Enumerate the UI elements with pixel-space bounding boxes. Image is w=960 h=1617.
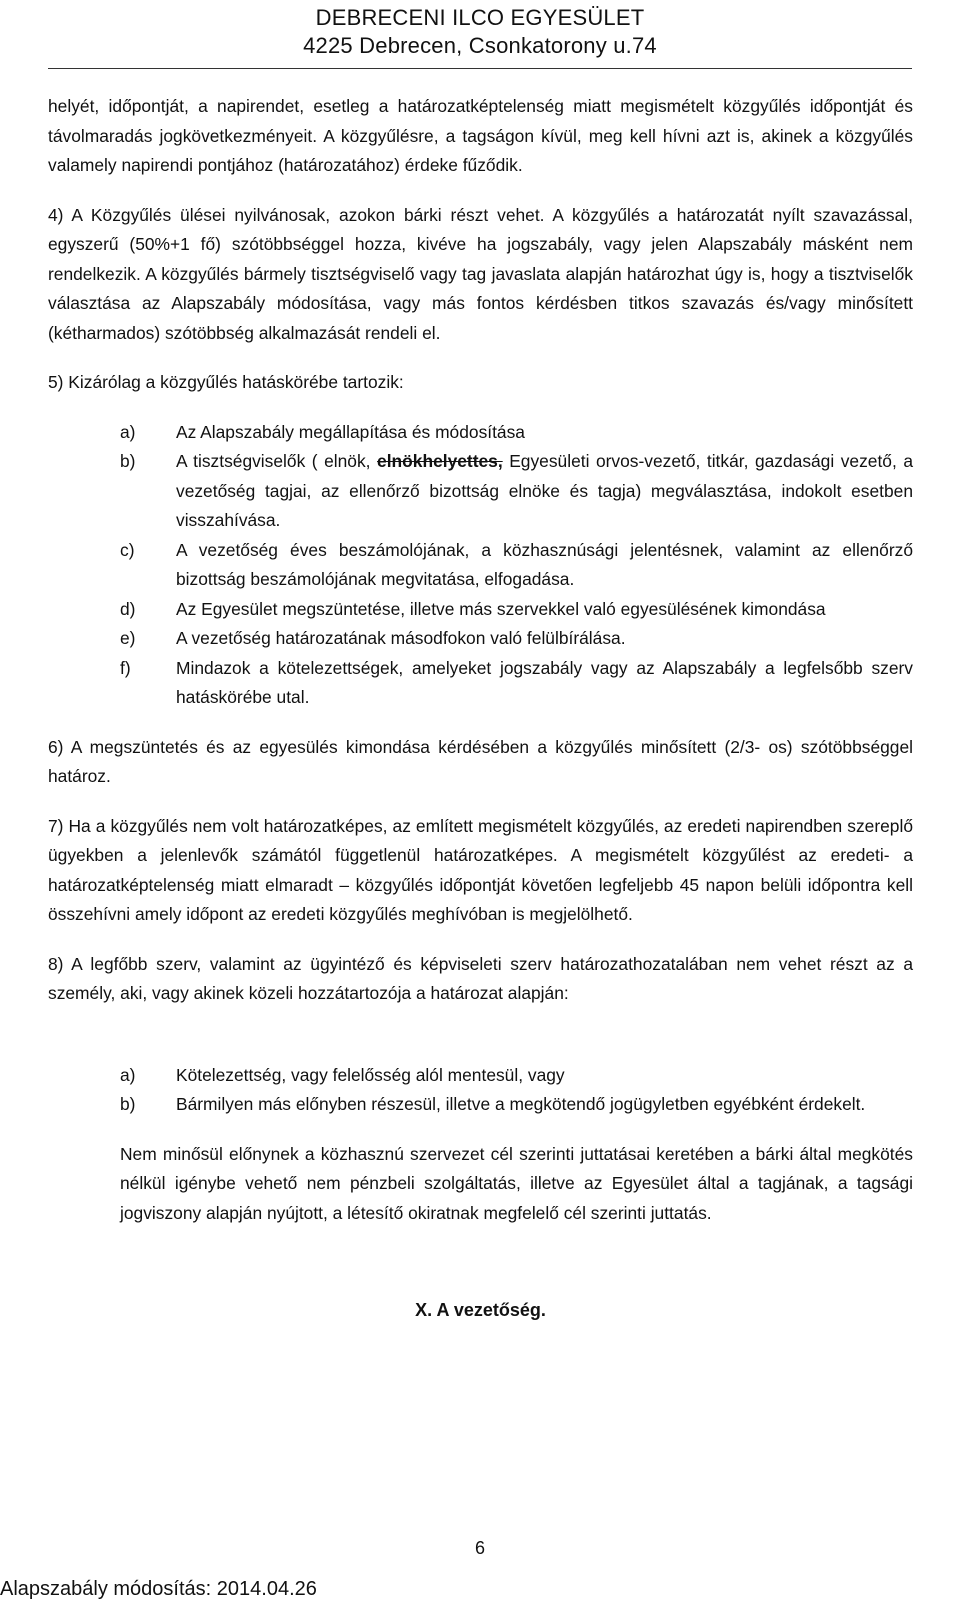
list-item-text: A vezetőség határozatának másodfokon való felülbírálása. — [176, 628, 626, 648]
list-item-text: Bármilyen más előnyben részesül, illetve a megkötendő jogügyletben egyébként érdekelt. — [176, 1094, 866, 1114]
list-item — [48, 624, 913, 654]
paragraph-7: 7) Ha a közgyűlés nem volt határozatképes, az említett megismételt közgyűlés, az eredeti napirendben szereplő ügyekben a jelenlevők számától függetlenül határozatképes. A megismételt közgyűlést az eredeti- a határozatképtelenség miatt elmaradt – közgyűlés időpontját követően legfeljebb 45 napon belüli időpontra kell összehívni amely időpont az eredeti közgyűlés meghívóban is megjelölhető. — [48, 815, 913, 924]
list-item — [48, 418, 913, 448]
list-item-label: d) — [120, 598, 136, 619]
paragraph-5: 5) Kizárólag a közgyűlés hatáskörébe tartozik: — [48, 372, 404, 392]
section-title: X. A vezetőség. — [415, 1300, 546, 1320]
list-item-label: a) — [120, 421, 136, 442]
list-item-label: e) — [120, 628, 136, 648]
list-item — [48, 536, 913, 595]
page-number: 6 — [474, 1538, 485, 1558]
list-item-text: Az Egyesület megszüntetése, illetve más szervekkel való egyesülésének kimondása — [176, 598, 826, 619]
list-item-text: Kötelezettség, vagy felelősség alól mentesül, vagy — [176, 1064, 565, 1085]
list-item-label: c) — [120, 539, 135, 560]
organization-name: DEBRECENI ILCO EGYESÜLET — [315, 5, 645, 30]
list-item-label: a) — [120, 1064, 136, 1085]
list-item — [48, 595, 913, 625]
struck-text: elnökhelyettes, — [377, 451, 503, 471]
list-item-text: Mindazok a kötelezettségek, amelyeket jogszabály vagy az Alapszabály a legfelsőbb szerv hatáskörébe utal. — [176, 657, 913, 707]
list-item-text-cont: Egyesületi orvos-vezető, titkár, gazdasági vezető, a vezetőség tagjai, az ellenőrző bizottság elnöke és tagja) megválasztása, indokolt esetben visszahívása. — [176, 451, 913, 530]
note-paragraph: Nem minősül előnynek a közhasznú szervezet cél szerinti juttatásai keretében a bárki által megkötés nélkül igénybe vehető nem pénzbeli szolgáltatás, illetve az Egyesület által a tagjának, a tagsági jogviszony alapján nyújtott, a létesítő okiratnak megfelelő cél szerinti juttatás. — [120, 1143, 913, 1223]
list-item-text: Az Alapszabály megállapítása és módosítása — [176, 421, 525, 442]
list-item — [48, 1061, 913, 1091]
footer-revision: Alapszabály módosítás: 2014.04.26 — [0, 1578, 317, 1600]
list-item — [48, 1090, 913, 1120]
list-item — [48, 654, 913, 713]
intro-paragraph: helyét, időpontját, a napirendet, esetleg a határozatképtelenség miatt megismételt közgyűlés időpontját és távolmaradás jogkövetkezményeit. A közgyűlésre, a tagságon kívül, meg kell hívni azt is, akinek a közgyűlés valamely napirendi pontjához (határozatához) érdeke fűződik. — [48, 96, 913, 175]
competence-list — [48, 418, 913, 713]
paragraph-8: 8) A legfőbb szerv, valamint az ügyintéző és képviseleti szerv határozathozatalában nem vehet részt az a személy, aki, vagy akinek közeli hozzátartozója a határozat alapján: — [48, 953, 913, 1003]
list-item — [48, 447, 913, 536]
list-item-label: b) — [120, 1094, 136, 1114]
list-item-text: A tisztségviselők ( elnök, — [176, 451, 378, 471]
list-item-label: f) — [120, 657, 131, 678]
organization-address: 4225 Debrecen, Csonkatorony u.74 — [303, 33, 657, 58]
header-divider — [48, 68, 912, 69]
document-body — [48, 92, 913, 1326]
list-item-label: b) — [120, 451, 136, 471]
paragraph-4: 4) A Közgyűlés ülései nyilvánosak, azokon bárki részt vehet. A közgyűlés a határozatát nyílt szavazással, egyszerű (50%+1 fő) szótöbbséggel hozza, kivéve ha jogszabály, vagy jelen Alapszabály másként nem rendelkezik. A közgyűlés bármely tisztségviselő vagy tag javaslata alapján határozhat úgy is, hogy a tisztviselők választása az Alapszabály módosítása, vagy más fontos kérdésben titkos szavazás és/vagy minősített (kétharmados) szótöbbség alkalmazását rendeli el. — [48, 204, 913, 343]
list-item-text: A vezetőség éves beszámolójának, a közhasznúsági jelentésnek, valamint az ellenőrző bizottság beszámolójának megvitatása, elfogadása. — [176, 539, 913, 589]
paragraph-6: 6) A megszüntetés és az egyesülés kimondása kérdésében a közgyűlés minősített (2/3- os) szótöbbséggel határoz. — [48, 736, 913, 786]
conflict-list — [48, 1061, 913, 1120]
letterhead — [0, 4, 960, 60]
